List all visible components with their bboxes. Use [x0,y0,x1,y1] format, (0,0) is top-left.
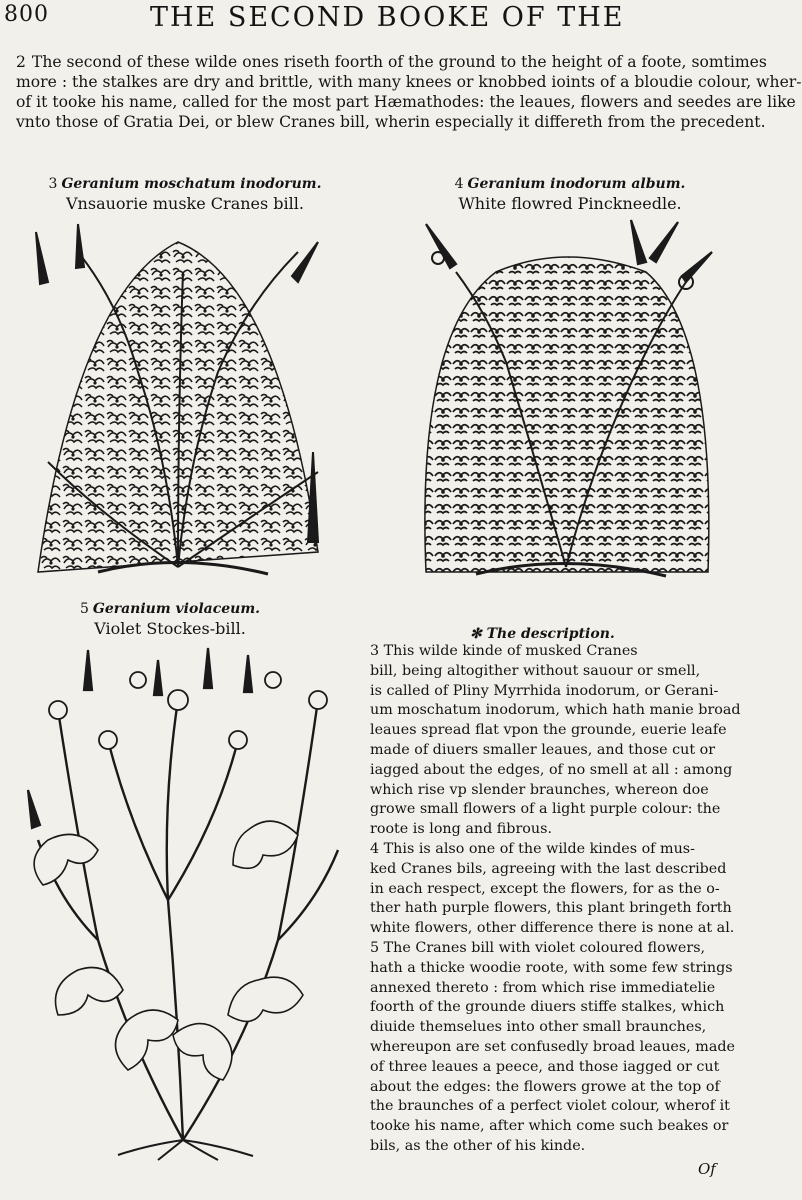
description-line: growe small flowers of a light purple colour: the [370,801,721,818]
description-line: foorth of the grounde diuers stiffe stalkes, which [370,999,725,1016]
figure-5-english-name: Violet Stockes-bill. [94,619,246,638]
woodcut-geranium-inodorum-album [416,212,716,582]
description-line: 4 This is also one of the wilde kindes of mus- [370,840,695,857]
figure-4-latin-name: 4 Geranium inodorum album. [454,176,686,192]
description-line: of three leaues a peece, and those iagged or cut [370,1058,720,1075]
description-line: made of diuers smaller leaues, and those cut or [370,741,716,758]
description-line: bils, as the other of his kinde. [370,1137,586,1154]
description-line: iagged about the edges, of no smell at all : among [370,761,733,778]
description-line: about the edges: the flowers growe at the top of [370,1078,720,1095]
intro-line: more : the stalkes are dry and brittle, with many knees or knobbed ioints of a bloudie colour, wher- [16,73,802,91]
figure-4-english-name: White flowred Pinckneedle. [458,194,682,213]
description-line: ked Cranes bils, agreeing with the last described [370,860,727,877]
figure-5-caption [40,600,300,638]
description-heading: ✻ The description. [470,626,615,642]
figure-5-latin-name: 5 Geranium violaceum. [79,601,261,617]
description-line: 3 This wilde kinde of musked Cranes [370,643,638,659]
catchword: Of [698,1160,716,1178]
running-head: THE SECOND BOOKE OF THE [150,2,625,33]
description-line: hath a thicke woodie roote, with some few strings [370,959,733,976]
figure-3-english-name: Vnsauorie muske Cranes bill. [66,194,304,213]
description-line: annexed thereto : from which rise immediatelie [370,979,716,996]
description-line: leaues spread flat vpon the grounde, euerie leafe [370,722,727,739]
intro-number: 2 [16,53,26,71]
intro-paragraph [16,52,802,132]
intro-line: of it tooke his name, called for the most part Hæmathodes: the leaues, flowers and seedes are like [16,93,796,111]
description-line: ther hath purple flowers, this plant bringeth forth [370,900,732,917]
description-line: the braunches of a perfect violet colour, wherof it [370,1098,730,1115]
description-line: whereupon are set confusedly broad leaues, made [370,1038,735,1055]
description-line: tooke his name, after which come such beakes or [370,1118,729,1135]
woodcut-geranium-moschatum [18,212,336,582]
description-line: is called of Pliny Myrrhida inodorum, or Gerani- [370,682,719,699]
description-line: diuide themselues into other small braunches, [370,1019,707,1036]
description-line: roote is long and fibrous. [370,821,552,838]
figure-4-caption [420,175,720,213]
description-text [370,642,741,1157]
intro-line: vnto those of Gratia Dei, or blew Cranes bill, wherin especially it differeth from the precedent. [16,113,766,131]
description-line: bill, being altogither without sauour or smell, [370,662,701,679]
figure-3-latin-name: 3 Geranium moschatum inodorum. [48,176,322,192]
woodcut-geranium-violaceum [18,640,348,1160]
description-line: which rise vp slender braunches, whereon doe [370,781,709,798]
page-number: 800 [4,2,49,27]
intro-line: 2 The second of these wilde ones riseth foorth of the ground to the height of a foote, somtimes [16,53,767,71]
description-line: um moschatum inodorum, which hath manie broad [370,702,741,719]
figure-3-caption [20,175,350,213]
description-line: white flowers, other difference there is none at al. [370,920,735,937]
description-line: 5 The Cranes bill with violet coloured flowers, [370,939,706,956]
description-line: in each respect, except the flowers, for as the o- [370,880,720,897]
